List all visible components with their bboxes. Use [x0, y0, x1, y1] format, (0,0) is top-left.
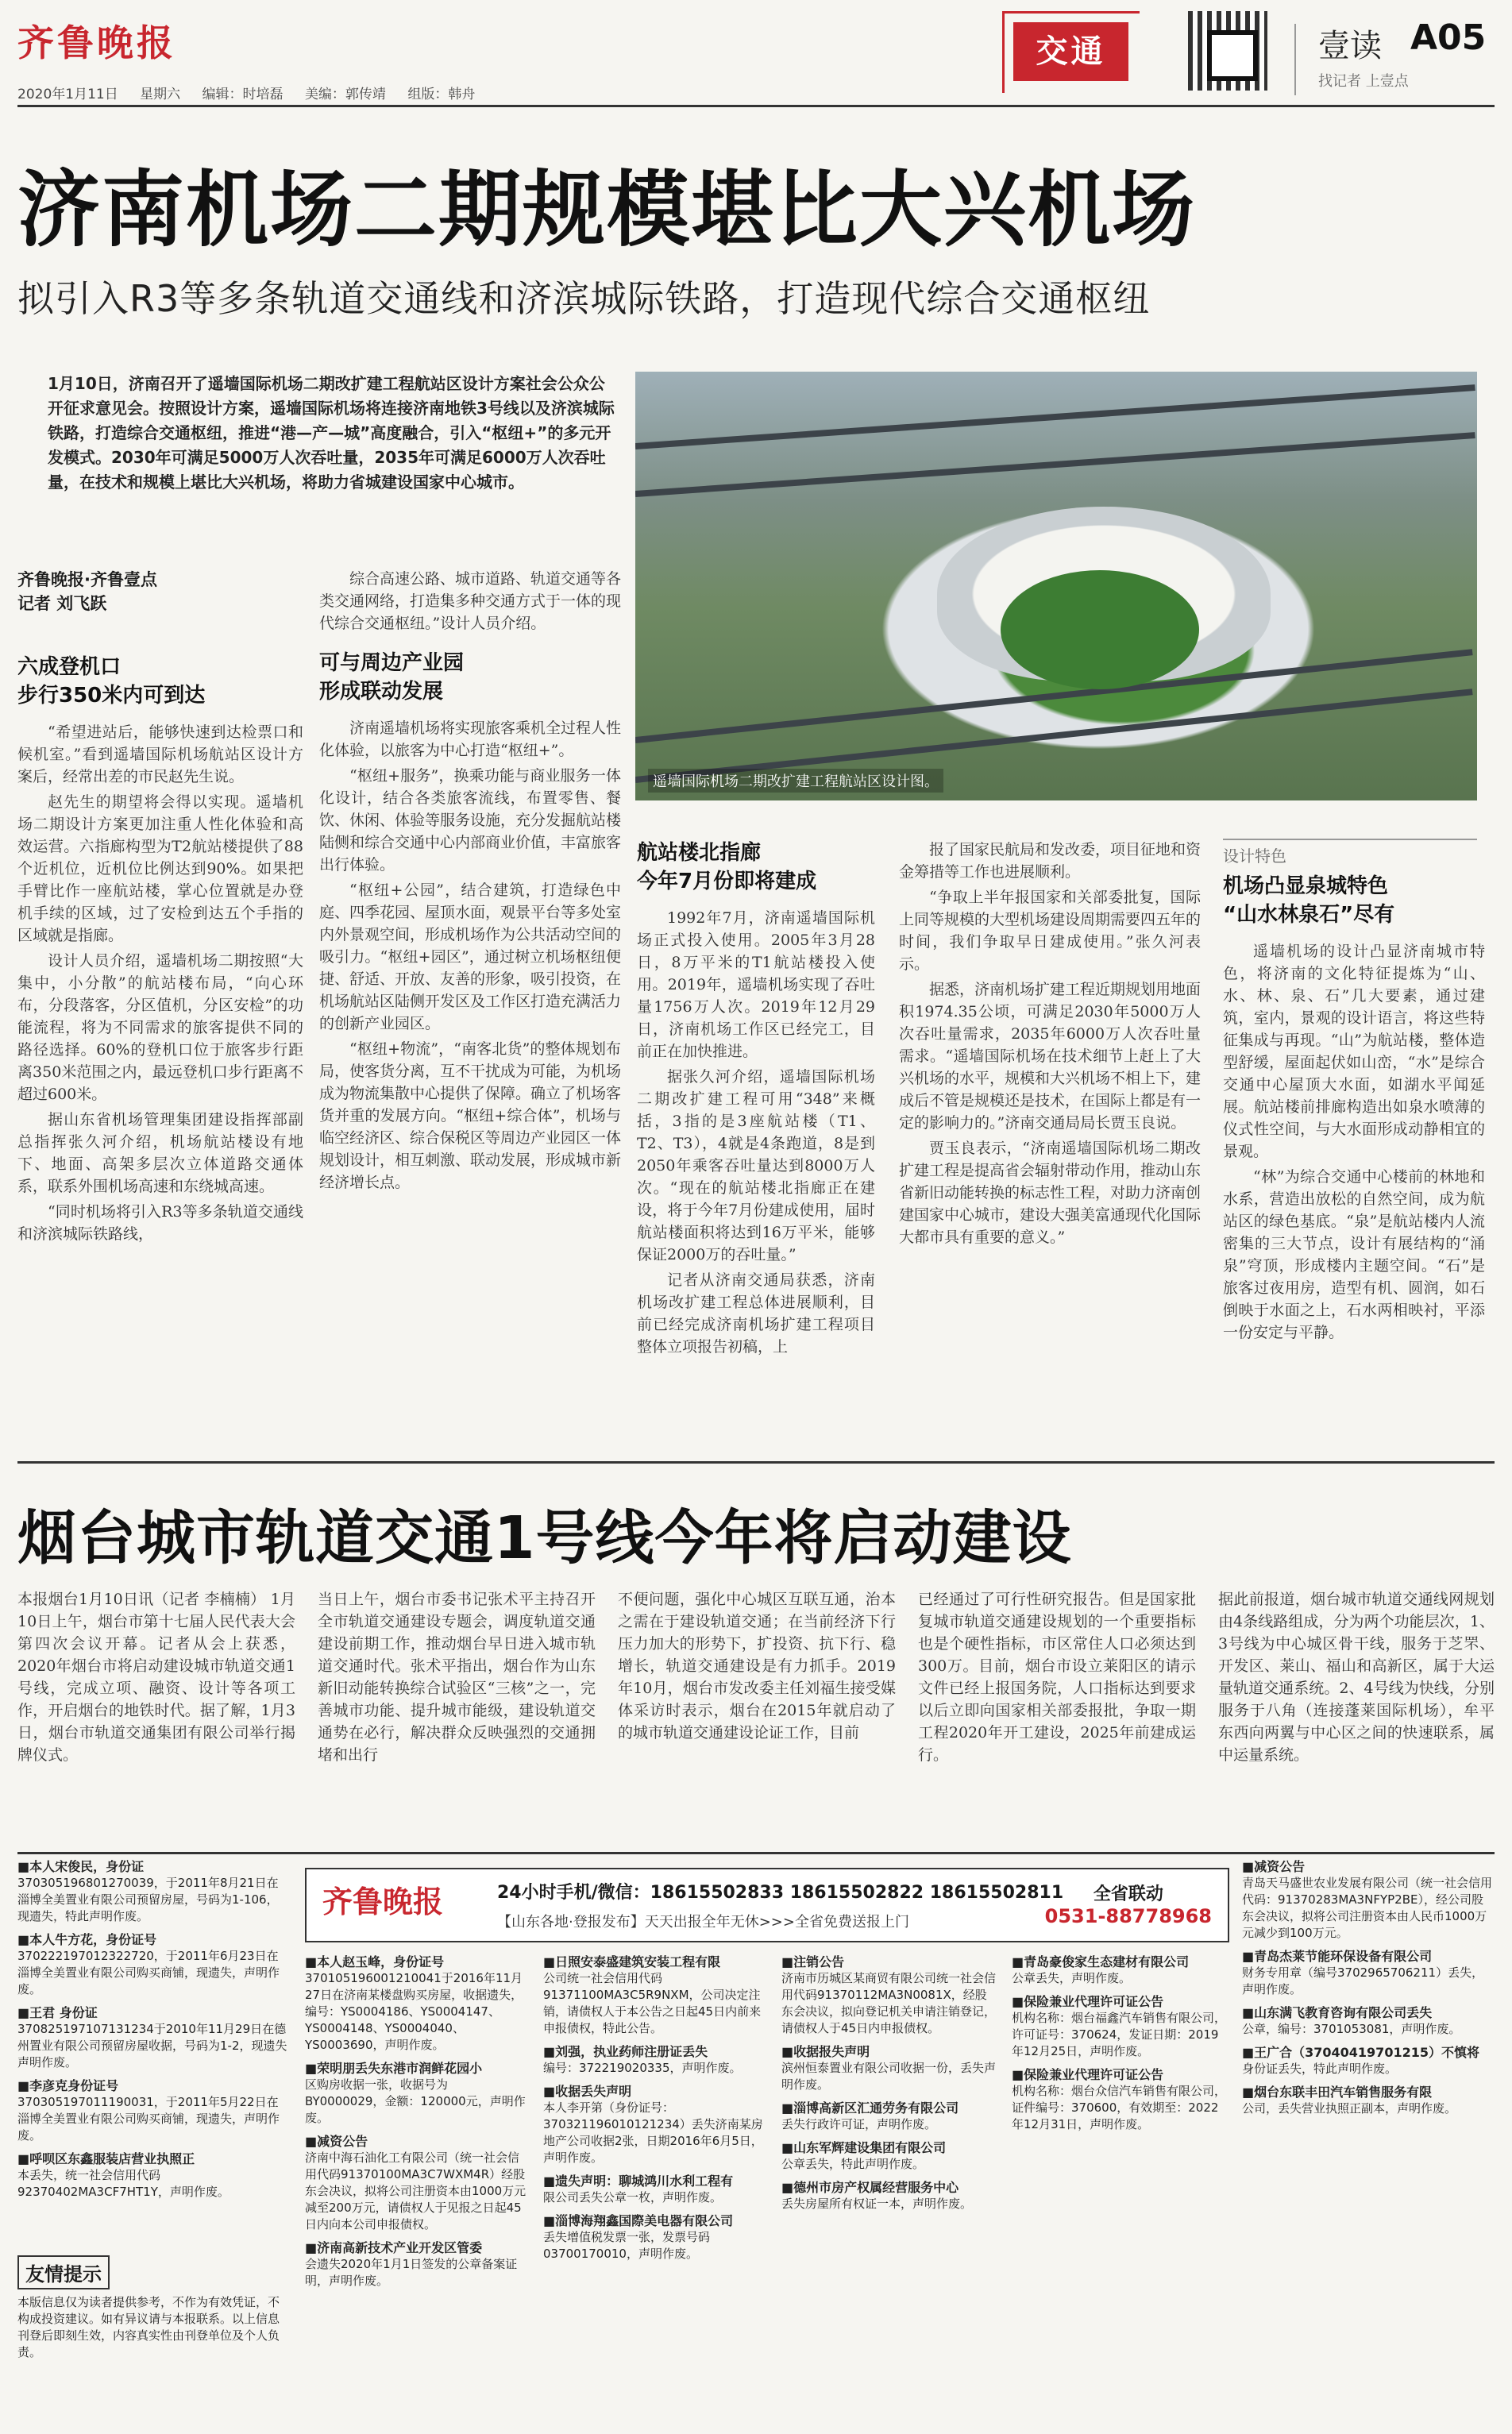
- newspaper-logo: 齐鲁晚报: [17, 21, 176, 64]
- classified-ad-title: ■淄博高新区汇通劳务有限公司: [781, 2100, 959, 2116]
- banner-slogan: 【山东各地·登报发布】天天出报全年无休>>>全省免费送报上门: [497, 1914, 909, 1931]
- classifieds-col-mid4: [1012, 1954, 1226, 2139]
- proof-credit: 组版：韩舟: [407, 87, 476, 102]
- classified-ad-body: 370105196001210041于2016年11月27日在济南某楼盘购买房屋，收据遗失，编号：YS0004186、YS0004147、YS0004148、YS0004040、YS0003690，声明作废。: [305, 1971, 523, 2052]
- classified-ad: [543, 2173, 766, 2206]
- classified-ad-body: 公司，丢失营业执照正副本，声明作废。: [1242, 2101, 1457, 2116]
- classified-ad-body: 丢失房屋所有权证一本，声明作废。: [781, 2197, 973, 2211]
- top-rule: [17, 105, 1495, 107]
- classified-ad-body: 财务专用章（编号3702965706211）丢失，声明作废。: [1242, 1965, 1484, 1996]
- classified-ad-title: ■保险兼业代理许可证公告: [1012, 1994, 1164, 2009]
- classified-ad-title: ■减资公告: [1242, 1859, 1306, 1874]
- classified-ad-body: 会遗失2020年1月1日签发的公章备案证明，声明作废。: [305, 2257, 518, 2288]
- classified-ad: [543, 2043, 766, 2077]
- classified-ad-title: ■本人赵玉峰，身份证号: [305, 1954, 445, 1969]
- classified-ad-title: ■呼呗区东鑫服装店营业执照正: [17, 2151, 195, 2166]
- classified-ad-body: 编号：372219020335，声明作废。: [543, 2061, 742, 2075]
- paragraph: 济南遥墙机场将实现旅客乘机全过程人性化体验，以旅客为中心打造“枢纽+”。: [319, 719, 622, 759]
- classified-ad: [1012, 1954, 1226, 1987]
- classified-ad-body: 公司统一社会信用代码91371100MA3C5R9NXM，公司决定注销，请债权人于本公告之日起45日内前来申报债权，特此公告。: [543, 1971, 762, 2035]
- classified-ad-body: 济南中海石油化工有限公司（统一社会信用代码91370100MA3C7WXM4R）经股东会决议，拟将公司注册资本由1000万元减至200万元，请债权人于见报之日起45日内向本公司申报债权。: [305, 2150, 526, 2231]
- photo-caption: 遥墙国际机场二期改扩建工程航站区设计图。: [648, 769, 943, 793]
- main-headline: 济南机场二期规模堪比大兴机场: [17, 161, 1197, 258]
- classifieds-col-mid2: [543, 1954, 766, 2269]
- classified-ad-body: 青岛天马盛世农业发展有限公司（统一社会信用代码：91370283MA3NFYP2BE），经公司股东会决议，拟将公司注册资本由人民币1000万元减少到100万元。: [1242, 1876, 1493, 1940]
- banner-linkage: [1045, 1880, 1212, 1927]
- classified-ad-body: 区购房收据一张，收据号为BY0000029，金额：120000元，声明作废。: [305, 2077, 526, 2125]
- classified-ad: [781, 2100, 996, 2133]
- classified-ad-title: ■淄博海翔鑫国際美电器有限公司: [543, 2213, 734, 2228]
- classified-ad-title: ■山东满飞教育咨询有限公司丢失: [1242, 2005, 1433, 2020]
- classified-ad-body: 本人李开第（身份证号：370321196010121234）丢失济南某房地产公司收据2张，日期2016年6月5日，声明作废。: [543, 2100, 763, 2165]
- page-number: A05: [1410, 17, 1487, 58]
- classified-ad-body: 机构名称：烟台众信汽车销售有限公司，证件编号：370600，有效期至：2022年12月31日，声明作废。: [1012, 2084, 1227, 2131]
- classified-ad-body: 370305196801270039，于2011年8月21日在淄博全美置业有限公司预留房屋，号码为1-106，现遗失，特此声明作废。: [17, 1876, 279, 1923]
- paragraph: “枢纽+服务”，换乘功能与商业服务一体化设计，结合各类旅客流线，布置零售、餐饮、休闲、体验等服务设施，充分发掘航站楼陆侧和综合交通中心内部商业价值，丰富旅客出行体验。: [319, 767, 622, 874]
- classified-ad-title: ■李彦克身份证号: [17, 2078, 119, 2093]
- classified-ad: [305, 2060, 527, 2127]
- col3-heading: 航站楼北指廊 今年7月份即将建成: [637, 841, 817, 893]
- classified-ad-body: 丢失行政许可证，声明作废。: [781, 2117, 937, 2131]
- banner-logo: 齐鲁晚报: [322, 1884, 444, 1919]
- second-col-2: 当日上午，烟台市委书记张术平主持召开全市轨道交通建设专题会，调度轨道交通建设前期工作，推动烟台早日进入城市轨道交通时代。张术平指出，烟台作为山东新旧动能转换综合试验区“三核”之一，完善城市功能、提升城市能级，建设轨道交通势在必行，解决群众反映强烈的交通拥堵和出行: [318, 1591, 596, 1764]
- art-editor-credit: 美编：郭传靖: [304, 87, 386, 102]
- column-3: [637, 839, 875, 1361]
- banner-hotline: 24小时手机/微信：18615502833 18615502822 18615502811: [497, 1883, 1064, 1903]
- paragraph: 据张久河介绍，遥墙国际机场二期改扩建工程可用“348”来概括，3指的是3座航站楼（T1、T2、T3），4就是4条跑道，8是到2050年乘客吞吐量达到8000万人次。“现在的航站楼北指廊正在建设，将于今年7月份建成使用，届时航站楼面积将达到16万平米，能够保证2000万的吞吐量。”: [637, 1068, 875, 1263]
- issue-date: 2020年1月11日: [17, 87, 118, 102]
- classified-ad: [1242, 1858, 1495, 1942]
- classified-ad-title: ■王君 身份证: [17, 2005, 98, 2020]
- classified-ad: [17, 1858, 287, 1925]
- classified-ad-body: 本丢失，统一社会信用代码92370402MA3CF7HT1Y，声明作废。: [17, 2168, 230, 2199]
- classifieds-col-right: [1242, 1858, 1495, 2123]
- classified-ad: [543, 1954, 766, 2037]
- classified-ad: [305, 2133, 527, 2233]
- classified-ad: [781, 2139, 996, 2173]
- masthead-divider: [1294, 24, 1296, 95]
- classified-ad: [17, 2150, 287, 2201]
- classified-ad-body: 丢失增值税发票一张，发票号码03700170010，声明作废。: [543, 2230, 711, 2261]
- col4-body: [899, 839, 1201, 1248]
- classified-ad-title: ■保险兼业代理许可证公告: [1012, 2067, 1164, 2082]
- classified-ad-body: 公章丢失，声明作废。: [1012, 1971, 1132, 1985]
- col2-heading: 可与周边产业园 形成联动发展: [319, 651, 465, 704]
- col3-body: [637, 907, 875, 1358]
- paragraph: 遥墙机场的设计凸显济南城市特色，将济南的文化特征提炼为“山、水、林、泉、石”几大要素，通过建筑，室内，景观的设计语言，将这些特征集成与再现。“山”为航站楼，整体造型舒缓，屋面起伏如山峦，“水”是综合交通中心屋顶大水面，如湖水平闻延展。航站楼前排廊构造出如泉水喷薄的仪式性空间，与大水面形成动静相宜的景观。: [1223, 943, 1485, 1160]
- paragraph: 据悉，济南机场扩建工程近期规划用地面积1974.35公顷，可满足2030年5000万人次吞吐量需求，2035年6000万人次吞吐量需求。“遥墙国际机场在技术细节上赶上了大兴机场的水平，规模和大兴机场不相上下，建成后不管是规模还是技术，在国际上都是有一定的影响力的。”济南交通局局长贾玉良说。: [899, 981, 1202, 1132]
- banner-linkage-title: 全省联动: [1093, 1884, 1163, 1904]
- classifieds-col-mid3: [781, 1954, 996, 2219]
- paragraph: 记者从济南交通局获悉，济南机场改扩建工程总体进展顺利，目前已经完成济南机场扩建工程项目整体立项报告初稿，上: [637, 1271, 875, 1356]
- classifieds-col-mid: [305, 1954, 527, 2296]
- classified-ad-body: 370305197011190031，于2011年5月22日在淄博全美置业有限公司购买商铺，现遗失，声明作废。: [17, 2095, 280, 2143]
- classified-ad-title: ■减资公告: [305, 2134, 368, 2149]
- classified-ad: [17, 2077, 287, 2144]
- classified-ad: [17, 1931, 287, 1998]
- second-article-body: [17, 1588, 1495, 1842]
- column-5: [1223, 872, 1485, 1347]
- section-tag: 交通: [1013, 22, 1128, 81]
- classified-ad-title: ■青岛豪俊家生态建材有限公司: [1012, 1954, 1190, 1969]
- classified-ad: [1012, 1993, 1226, 2060]
- column-4: [899, 839, 1201, 1252]
- column-2: [319, 568, 621, 1197]
- paragraph: 综合高速公路、城市道路、轨道交通等各类交通网络，打造集多种交通方式于一体的现代综合交通枢纽。”设计人员介绍。: [319, 570, 622, 632]
- second-col-4: 已经通过了可行性研究报告。但是国家批复城市轨道交通建设规划的一个重要指标也是个硬性指标，市区常住人口必须达到300万。目前，烟台市设立莱阳区的请示文件已经上报国务院，人口指标达到要求以后立即向国家相关部委报批，争取一期工程2020年开工建设，2025年前建成运行。: [918, 1591, 1196, 1764]
- classified-ad-title: ■德州市房产权属经营服务中心: [781, 2180, 959, 2195]
- section-rule: [17, 1461, 1495, 1464]
- paragraph: “同时机场将引入R3等多条轨道交通线和济滨城际铁路线，: [17, 1203, 303, 1243]
- classifieds-banner: [305, 1868, 1229, 1942]
- byline-reporter: 记者 刘飞跃: [17, 594, 107, 613]
- main-subheadline: 拟引入R3等多条轨道交通线和济滨城际铁路，打造现代综合交通枢纽: [17, 277, 1151, 320]
- classified-ad-body: 370825197107131234于2010年11月29日在德州置业有限公司预留房屋收据，号码为1-2，现遗失声明作废。: [17, 2022, 287, 2069]
- col5-heading: 机场凸显泉城特色 “山水林泉石”尽有: [1223, 874, 1395, 927]
- classified-ad: [1242, 2044, 1495, 2077]
- col5-body: [1223, 940, 1485, 1344]
- paragraph: “争取上半年报国家和关部委批复，国际上同等规模的大型机场建设周期需要四五年的时间，我们争取早日建成使用。”张久河表示。: [899, 889, 1202, 973]
- classified-ad-title: ■刘强，执业药师注册证丢失: [543, 2044, 708, 2059]
- col1-body: [17, 721, 303, 1245]
- paragraph: “枢纽+物流”，“南客北货”的整体规划布局，使客货分离，互不干扰成为可能，为机场成为物流集散中心提供了保障。确立了机场客货并重的发展方向。“枢纽+综合体”，机场与临空经济区、综合保税区等周边产业园区一体规划设计，相互刺激、联动发展，形成城市新经济增长点。: [319, 1040, 622, 1191]
- classified-ad: [1242, 1948, 1495, 1998]
- design-tag: 设计特色: [1223, 839, 1477, 866]
- paragraph: 贾玉良表示，“济南遥墙国际机场二期改扩建工程是提高省会辐射带动作用，推动山东省新旧动能转换的标志性工程，对助力济南创建国家中心城市，建设大强美富通现代化国际大都市具有重要的意义。”: [899, 1140, 1202, 1246]
- classified-ad-title: ■注销公告: [781, 1954, 845, 1969]
- classified-ad-title: ■烟台东联丰田汽车销售服务有限: [1242, 2085, 1433, 2100]
- second-col-3: 不便问题，强化中心城区互联互通，治本之需在于建设轨道交通；在当前经济下行压力加大的形势下，扩投资、抗下行、稳增长，轨道交通建设是有力抓手。2019年10月，烟台市发改委主任刘福生接受媒体采访时表示，烟台在2015年就启动了的城市轨道交通建设论证工作，目前: [618, 1591, 896, 1742]
- classified-ad: [781, 2179, 996, 2212]
- paragraph: “希望进站后，能够快速到达检票口和候机室。”看到遥墙国际机场航站区设计方案后，经常出差的市民赵先生说。: [17, 723, 303, 785]
- tips-body: 本版信息仅为读者提供参考，不作为有效凭证，不构成投资建议。如有异议请与本报联系。以上信息刊登后即刻生效，内容真实性由刊登单位及个人负责。: [17, 2295, 280, 2359]
- paragraph: 赵先生的期望将会得以实现。遥墙机场二期设计方案更加注重人性化体验和高效运营。六指廊构型为T2航站楼提供了88个近机位，近机位比例达到90%。如果把手臂比作一座航站楼，掌心位置就是办登机手续的区域，过了安检到达五个手指的区域就是指廊。: [17, 793, 303, 944]
- classified-ad-title: ■荣明朋丢失东港市润鲜花园小: [305, 2061, 483, 2076]
- classified-ad-title: ■济南高新技术产业开发区管委: [305, 2240, 483, 2255]
- paragraph: 1992年7月，济南遥墙国际机场正式投入使用。2005年3月28日，8万平米的T1航站楼投入使用。2019年，遥墙机场实现了吞吐量1756万人次。2019年12月29日，济南机场工作区已经完工，目前正在加快推进。: [637, 909, 875, 1060]
- paragraph: 据山东省机场管理集团建设指挥部副总指挥张久河介绍，机场航站楼设有地下、地面、高架多层次立体道路交通体系，联系外围机场高速和东绕城高速。: [17, 1111, 303, 1195]
- classified-ad-body: 公章，编号：3701053081，声明作废。: [1242, 2022, 1461, 2036]
- classified-ad: [17, 2004, 287, 2071]
- paragraph: “枢纽+公园”，结合建筑，打造绿色中庭、四季花园、屋顶水面，观景平台等多处室内外景观空间，形成机场作为公共活动空间的吸引力。“枢纽+园区”，通过树立机场枢纽便捷、舒适、开放、友善的形象，吸引投资，在机场航站区陆侧开发区及工作区打造充满活力的创新产业园区。: [319, 881, 622, 1032]
- issue-weekday: 星期六: [140, 87, 181, 102]
- classified-ad-title: ■遗失声明：聊城鸿川水利工程有: [543, 2174, 734, 2189]
- col1-heading: 六成登机口 步行350米内可到达: [17, 655, 206, 708]
- classified-ad-title: ■收据报失声明: [781, 2044, 870, 2059]
- classified-ad-title: ■本人牛方花，身份证号: [17, 1932, 157, 1947]
- classified-ad-title: ■青岛杰莱节能环保设备有限公司: [1242, 1949, 1433, 1964]
- classified-ad: [543, 2083, 766, 2166]
- classified-ad: [305, 2239, 527, 2289]
- paragraph: “林”为综合交通中心楼前的林地和水系，营造出放松的自然空间，成为航站区的绿色基底。“泉”是航站楼内人流密集的三大节点，设计有展结构的“涌泉”穹顶，形成楼内主题空间。“石”是旅客过夜用房，造型有机、圆润，如石倒映于水面之上，石水两相映衬，平添一份安定与平静。: [1223, 1168, 1485, 1341]
- classified-ad-title: ■日照安泰盛建筑安装工程有限: [543, 1954, 721, 1969]
- second-col-1: 本报烟台1月10日讯（记者 李楠楠） 1月10日上午，烟台市第十七届人民代表大会第四次会议开幕。记者从会上获悉，2020年烟台市将启动建设城市轨道交通1号线，完成立项、融资、设计等各项工作，开启烟台的地铁时代。据了解，1月3日，烟台市轨道交通集团有限公司举行揭牌仪式。: [17, 1591, 295, 1764]
- lead-paragraph: 1月10日，济南召开了遥墙国际机场二期改扩建工程航站区设计方案社会公众公开征求意见会。按照设计方案，遥墙国际机场将连接济南地铁3号线以及济滨城际铁路，打造综合交通枢纽，推进“港—产—城”高度融合，引入“枢纽+”的多元开发模式。2030年可满足5000万人次吞吐量，2035年可满足6000万人次吞吐量，在技术和规模上堪比大兴机场，将助力省城建设国家中心城市。: [48, 374, 615, 492]
- classified-ad-title: ■山东军辉建设集团有限公司: [781, 2140, 947, 2155]
- classified-ad-title: ■收据丢失声明: [543, 2084, 632, 2099]
- paragraph: 设计人员介绍，遥墙机场二期按照“大集中，小分散”的航站楼布局，“向心环布，分段落客，分区值机，分区安检”的功能流程，将为不同需求的旅客提供不同的路径选择。60%的登机口位于旅客步行距离350米范围之内，最远登机口步行距离不超过600米。: [17, 952, 303, 1103]
- classified-ad: [1242, 2084, 1495, 2117]
- tips-box: [17, 2255, 287, 2361]
- classified-ad-title: ■王广合（37040419701215）不慎将: [1242, 2045, 1479, 2060]
- classified-ad: [781, 1954, 996, 2037]
- byline: [17, 568, 157, 615]
- classified-ad: [1242, 2004, 1495, 2038]
- col2-top: [319, 568, 621, 635]
- column-1: [17, 653, 303, 1248]
- second-col-5: 据此前报道，烟台城市轨道交通线网规划由4条线路组成，分为两个功能层次，1、3号线为中心城区骨干线，服务于芝罘、开发区、莱山、福山和高新区，属于大运量轨道交通系统。2、4号线为快线，分别服务于八角（连接蓬莱国际机场），牟平东西向两翼与中心区之间的快速联系，属中运量系统。: [1218, 1591, 1495, 1764]
- classified-ad: [305, 1954, 527, 2054]
- classified-ad: [1012, 2066, 1226, 2133]
- editor-credit: 编辑：时培磊: [202, 87, 284, 102]
- page-label: 壹读: [1318, 28, 1382, 64]
- classifieds-col-left: [17, 1858, 287, 2207]
- classified-ad-body: 公章丢失，特此声明作废。: [781, 2157, 925, 2171]
- classified-ad-title: ■本人宋俊民，身份证: [17, 1859, 145, 1874]
- classified-ad-body: 限公司丢失公章一枚，声明作废。: [543, 2190, 723, 2204]
- page-sub: 找记者 上壹点: [1318, 73, 1409, 90]
- airport-rendering-image: [635, 372, 1477, 800]
- classified-ad-body: 滨州恒泰置业有限公司收据一份，丢失声明作废。: [781, 2061, 997, 2092]
- tips-title: 友情提示: [17, 2255, 110, 2289]
- classified-ad-body: 机构名称：烟台福鑫汽车销售有限公司，许可证号：370624，发证日期：2019年12月25日，声明作废。: [1012, 2011, 1227, 2058]
- byline-org: 齐鲁晚报·齐鲁壹点: [17, 570, 157, 589]
- classified-ad-body: 370222197012322720，于2011年6月23日在淄博全美置业有限公司购买商铺，现遗失，声明作废。: [17, 1949, 280, 1996]
- col2-body: [319, 717, 621, 1194]
- paragraph: 报了国家民航局和发改委，项目征地和资金筹措等工作也进展顺利。: [899, 841, 1202, 881]
- classified-ad: [781, 2043, 996, 2093]
- classified-ad-body: 济南市历城区某商贸有限公司统一社会信用代码91370112MA3N0081X，经股东会决议，拟向登记机关申请注销登记，请债权人于45日内申报债权。: [781, 1971, 997, 2035]
- classified-ad: [543, 2212, 766, 2262]
- qr-code-center: [1207, 30, 1258, 81]
- classified-ad-body: 身份证丢失，特此声明作废。: [1242, 2062, 1398, 2076]
- banner-phone: 0531-88778968: [1044, 1905, 1212, 1927]
- second-headline: 烟台城市轨道交通1号线今年将启动建设: [17, 1504, 1072, 1572]
- issue-meta: [17, 83, 492, 102]
